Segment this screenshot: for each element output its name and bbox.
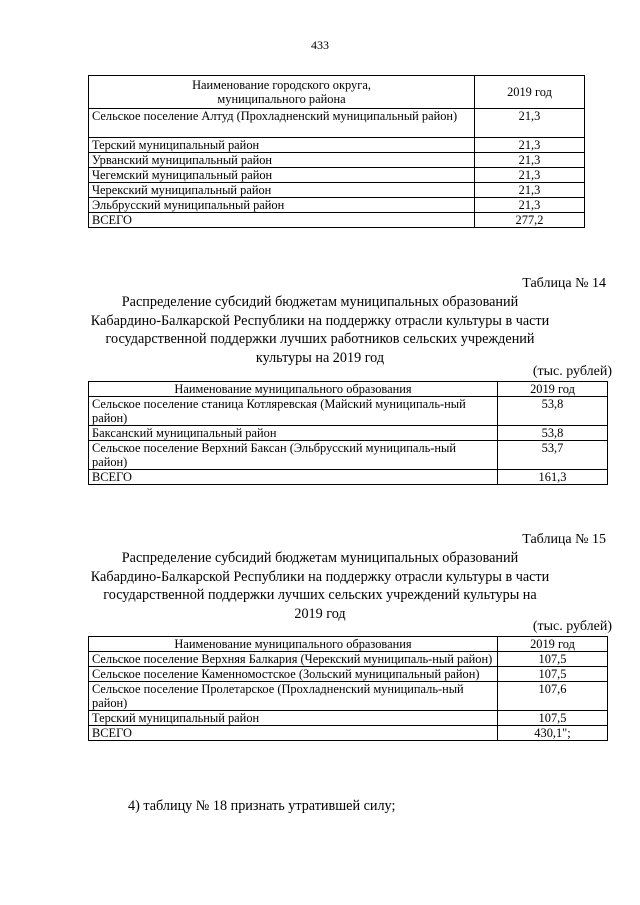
table-row bbox=[89, 426, 608, 441]
table-row bbox=[89, 198, 585, 213]
row-name: Сельское поселение Верхний Баксан (Эльбрусский муниципаль-ный район) bbox=[89, 441, 498, 470]
row-value: 21,3 bbox=[475, 168, 585, 183]
row-name: ВСЕГО bbox=[89, 470, 498, 485]
header-year: 2019 год bbox=[507, 85, 552, 99]
row-value: 107,5 bbox=[498, 667, 608, 682]
table-total-row bbox=[89, 213, 585, 228]
header-name: Наименование городского округа, муниципального района bbox=[192, 78, 371, 106]
row-value: 53,8 bbox=[498, 397, 608, 426]
table15-unit: (тыс. рублей) bbox=[532, 619, 612, 634]
header-name: Наименование муниципального образования bbox=[89, 637, 498, 652]
row-value: 21,3 bbox=[475, 183, 585, 198]
table-row bbox=[89, 711, 608, 726]
row-name: Сельское поселение станица Котляревская (Майский муниципаль-ный район) bbox=[89, 397, 498, 426]
table15 bbox=[88, 636, 608, 741]
row-name: ВСЕГО bbox=[89, 213, 475, 228]
table14 bbox=[88, 381, 608, 485]
row-value: 161,3 bbox=[498, 470, 608, 485]
table-top bbox=[88, 75, 585, 228]
table-header-row bbox=[89, 382, 608, 397]
header-name-cell bbox=[89, 76, 475, 109]
table-row bbox=[89, 153, 585, 168]
table-row bbox=[89, 682, 608, 711]
row-name: Эльбрусский муниципальный район bbox=[89, 198, 475, 213]
row-name: Баксанский муниципальный район bbox=[89, 426, 498, 441]
row-name: Терский муниципальный район bbox=[89, 711, 498, 726]
table14-label: Таблица № 14 bbox=[522, 276, 606, 291]
row-name: Терский муниципальный район bbox=[89, 138, 475, 153]
header-year: 2019 год bbox=[498, 382, 608, 397]
row-value: 277,2 bbox=[475, 213, 585, 228]
row-value: 430,1"; bbox=[498, 726, 608, 741]
table14-title: Распределение субсидий бюджетам муниципальных образований Кабардино-Балкарской Республики на поддержку отрасли культуры в части государственной поддержки лучших работников сельских учреждений культуры на 2019 год bbox=[90, 294, 550, 366]
table-row bbox=[89, 397, 608, 426]
table15-title: Распределение субсидий бюджетам муниципальных образований Кабардино-Балкарской Республики на поддержку отрасли культуры в части государственной поддержки лучших сельских учреждений культуры на 2019 год bbox=[90, 550, 550, 622]
table-row bbox=[89, 138, 585, 153]
header-name: Наименование муниципального образования bbox=[89, 382, 498, 397]
table-row bbox=[89, 109, 585, 138]
table-total-row bbox=[89, 726, 608, 741]
table-header-row bbox=[89, 76, 585, 109]
row-value: 53,8 bbox=[498, 426, 608, 441]
table15-label: Таблица № 15 bbox=[522, 532, 606, 547]
header-year-cell bbox=[475, 76, 585, 109]
closing-paragraph: 4) таблицу № 18 признать утратившей силу; bbox=[128, 798, 396, 814]
table-row bbox=[89, 441, 608, 470]
row-value: 107,5 bbox=[498, 711, 608, 726]
row-name: Сельское поселение Каменномостское (Зольский муниципальный район) bbox=[89, 667, 498, 682]
row-name: Сельское поселение Алтуд (Прохладненский муниципальный район) bbox=[89, 109, 475, 138]
row-value: 21,3 bbox=[475, 138, 585, 153]
row-name: Чегемский муниципальный район bbox=[89, 168, 475, 183]
table14-unit: (тыс. рублей) bbox=[532, 364, 612, 379]
table-row bbox=[89, 652, 608, 667]
row-value: 21,3 bbox=[475, 198, 585, 213]
row-value: 107,6 bbox=[498, 682, 608, 711]
row-name: ВСЕГО bbox=[89, 726, 498, 741]
row-name: Сельское поселение Пролетарское (Прохладненский муниципаль-ный район) bbox=[89, 682, 498, 711]
table-row bbox=[89, 667, 608, 682]
row-value: 107,5 bbox=[498, 652, 608, 667]
table-row bbox=[89, 168, 585, 183]
row-value: 21,3 bbox=[475, 109, 585, 138]
page-number: 433 bbox=[311, 38, 329, 52]
row-name: Черекский муниципальный район bbox=[89, 183, 475, 198]
row-value: 53,7 bbox=[498, 441, 608, 470]
header-year: 2019 год bbox=[498, 637, 608, 652]
row-name: Урванский муниципальный район bbox=[89, 153, 475, 168]
row-value: 21,3 bbox=[475, 153, 585, 168]
table-row bbox=[89, 183, 585, 198]
table-header-row bbox=[89, 637, 608, 652]
table-total-row bbox=[89, 470, 608, 485]
row-name: Сельское поселение Верхняя Балкария (Черекский муниципаль-ный район) bbox=[89, 652, 498, 667]
